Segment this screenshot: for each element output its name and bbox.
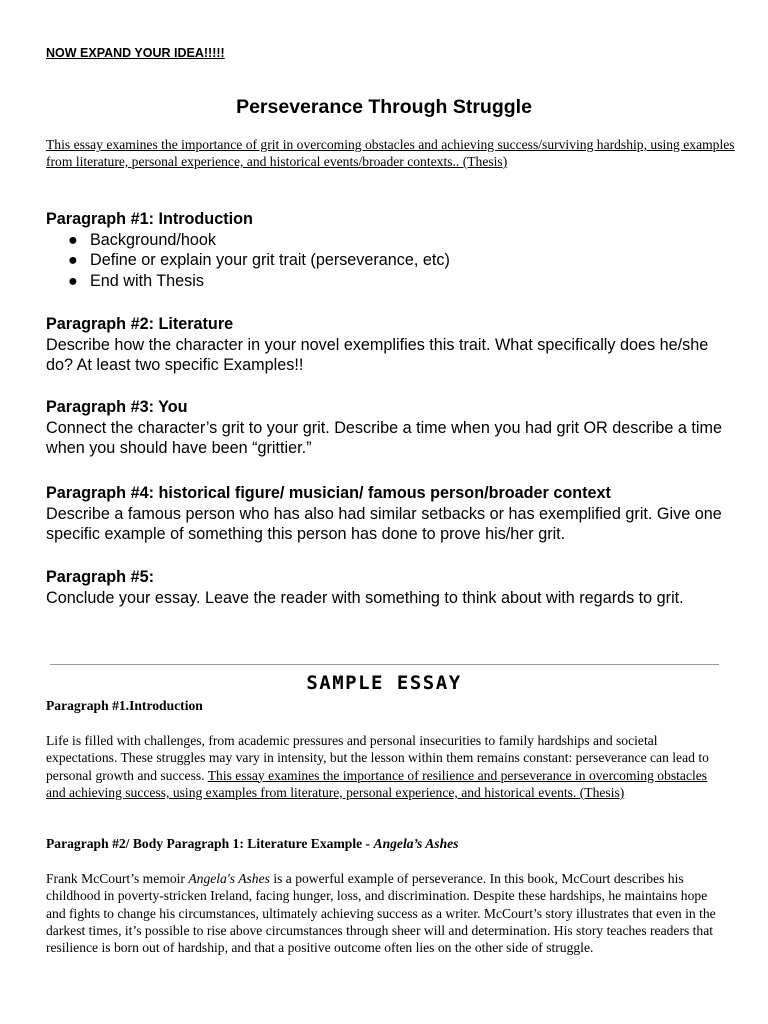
bullet-icon: ● bbox=[68, 251, 78, 270]
sample-body1-heading-text: Paragraph #2/ Body Paragraph 1: Literature Example - bbox=[46, 836, 374, 851]
expand-heading: NOW EXPAND YOUR IDEA!!!!! bbox=[46, 46, 225, 60]
bullet-text: End with Thesis bbox=[90, 272, 204, 291]
sample-body1-text-post: is a powerful example of perseverance. In this book, McCourt describes his childhood in poverty-stricken Ireland, facing hunger, loss, and discrimination. Despite these hardships, he maintains hope and fights to change his circumstances, ultimately achieving success as a writer. McCourt’s story illustrates that even in the darkest times, it’s possible to rise above circumstances through sheer will and determination. His story teaches readers that resilience is born out of hardship, and that a positive outcome often lies on the other side of struggle. bbox=[46, 871, 716, 956]
sample-intro-heading: Paragraph #1.Introduction bbox=[46, 698, 203, 713]
outline-heading-5: Paragraph #5: bbox=[46, 568, 154, 586]
section-divider bbox=[50, 664, 719, 665]
outline-paragraph-4 bbox=[46, 483, 736, 545]
outline-heading-4: Paragraph #4: historical figure/ musician/ famous person/broader context bbox=[46, 484, 611, 502]
sample-intro-text: Life is filled with challenges, from academic pressures and personal insecurities to family hardships and societal expectations. These struggles may vary in intensity, but the lesson within them remains constant: perseverance can lead to personal growth and success. bbox=[46, 733, 709, 783]
bullet-text: Define or explain your grit trait (perseverance, etc) bbox=[90, 251, 450, 270]
outline-bullet-list bbox=[46, 230, 736, 292]
outline-heading-3: Paragraph #3: You bbox=[46, 398, 188, 416]
bullet-item bbox=[46, 250, 736, 271]
outline-paragraph-2 bbox=[46, 314, 736, 376]
outline-paragraph-3 bbox=[46, 397, 736, 459]
sample-body1-heading bbox=[46, 836, 736, 852]
bullet-item bbox=[46, 230, 736, 251]
sample-body1-heading-title: Angela’s Ashes bbox=[373, 836, 459, 851]
outline-body-5: Conclude your essay. Leave the reader with something to think about with regards to grit. bbox=[46, 588, 684, 607]
bullet-icon: ● bbox=[68, 230, 78, 249]
outline-heading-1: Paragraph #1: Introduction bbox=[46, 210, 253, 228]
sample-intro-thesis: This essay examines the importance of resilience and perseverance in overcoming obstacles and achieving success, using examples from literature, personal experience, and historical events. (Thesis) bbox=[46, 767, 708, 800]
bullet-item bbox=[46, 271, 736, 292]
outline-paragraph-5 bbox=[46, 567, 736, 608]
outline-heading-2: Paragraph #2: Literature bbox=[46, 315, 234, 333]
outline-body-3: Connect the character’s grit to your grit. Describe a time when you had grit OR describe a time when you should have been “grittier.” bbox=[46, 418, 722, 458]
outline-paragraph-1 bbox=[46, 209, 736, 292]
page-title: Perseverance Through Struggle bbox=[236, 96, 532, 118]
sample-intro-paragraph bbox=[46, 732, 730, 801]
sample-essay-title: SAMPLE ESSAY bbox=[306, 672, 462, 694]
sample-body1-paragraph bbox=[46, 870, 730, 956]
sample-body1-text-pre: Frank McCourt’s memoir bbox=[46, 871, 189, 886]
outline-body-2: Describe how the character in your novel exemplifies this trait. What specifically does he/she do? At least two specific Examples!! bbox=[46, 335, 709, 375]
outline-body-4: Describe a famous person who has also had similar setbacks or has exemplified grit. Give one specific example of something this person has done to prove his/her grit. bbox=[46, 504, 722, 544]
bullet-text: Background/hook bbox=[90, 230, 216, 249]
bullet-icon: ● bbox=[68, 272, 78, 291]
thesis-statement: This essay examines the importance of grit in overcoming obstacles and achieving success/surviving hardship, using examples from literature, personal experience, and historical events/broader contexts.. (Thesis) bbox=[46, 137, 735, 169]
sample-body1-book-title: Angela's Ashes bbox=[188, 871, 270, 886]
